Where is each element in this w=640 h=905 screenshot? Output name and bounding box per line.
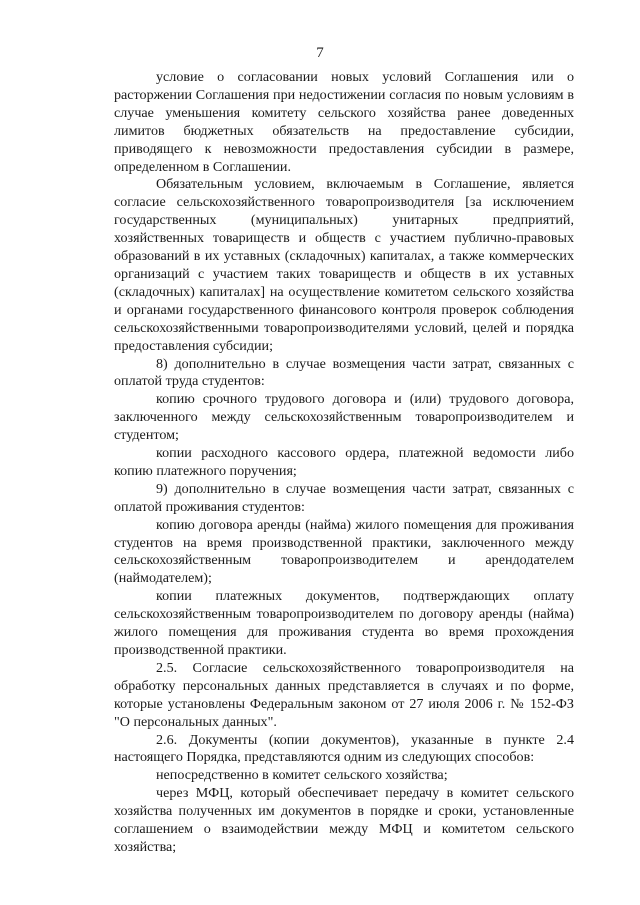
paragraph-cash-order-copy: копии расходного кассового ордера, платежной ведомости либо копию платежного поручения; [114, 445, 574, 479]
paragraph-agreement-termination-condition: условие о согласовании новых условий Соглашения или о расторжении Соглашения при недостижении согласия по новым условиям в случае уменьшения комитету сельского хозяйства ранее доведенных лимитов бюджетных обязательств на предоставление субсидии, приводящего к невозможности предоставления субсидии в размере, определенном в Соглашении. [114, 69, 574, 175]
paragraph-section-2-6: 2.6. Документы (копии документов), указанные в пункте 2.4 настоящего Порядка, представляются одним из следующих способов: [114, 731, 574, 766]
paragraph-mfc-submission: через МФЦ, который обеспечивает передачу в комитет сельского хозяйства полученных им документов в порядке и сроки, установленные соглашением о взаимодействии между МФЦ и комитетом сельского хозяйства; [114, 785, 574, 855]
paragraph-lease-agreement-copy: копию договора аренды (найма) жилого помещения для проживания студентов на время производственной практики, заключенного между сельскохозяйственным товаропроизводителем и арендодателем (наймодателем); [114, 516, 574, 587]
paragraph-mandatory-condition: Обязательным условием, включаемым в Соглашение, является согласие сельскохозяйственного товаропроизводителя [за исключением государственных (муниципальных) унитарных предприятий, хозяйственных товариществ и обществ с участием публично-правовых образований в их уставных (складочных) капиталах, а также коммерческих организаций с участием таких товариществ и обществ в их уставных (складочных) капиталах] на осуществление комитетом сельского хозяйства и органами государственного финансового контроля проверок соблюдения сельскохозяйственными товаропроизводителями условий, целей и порядка предоставления субсидии; [114, 176, 574, 354]
paragraph-item-8-labor-costs: 8) дополнительно в случае возмещения части затрат, связанных с оплатой труда студентов: [114, 355, 574, 390]
paragraph-section-2-5: 2.5. Согласие сельскохозяйственного товаропроизводителя на обработку персональных данных представляется в случаях и по форме, которые установлены Федеральным законом от 27 июля 2006 г. № 152-ФЗ "О персональных данных". [114, 659, 574, 730]
paragraph-payment-documents-copy: копии платежных документов, подтверждающих оплату сельскохозяйственным товаропроизводителем по договору аренды (найма) жилого помещения для проживания студента во время прохождения производственной практики. [114, 588, 574, 658]
document-body [114, 69, 574, 857]
paragraph-direct-submission: непосредственно в комитет сельского хозяйства; [156, 767, 448, 784]
paragraph-employment-contract-copy: копию срочного трудового договора и (или) трудового договора, заключенного между сельскохозяйственным товаропроизводителем и студентом; [114, 391, 574, 444]
paragraph-item-9-housing-costs: 9) дополнительно в случае возмещения части затрат, связанных с оплатой проживания студентов: [114, 480, 574, 515]
page-number: 7 [316, 45, 324, 61]
